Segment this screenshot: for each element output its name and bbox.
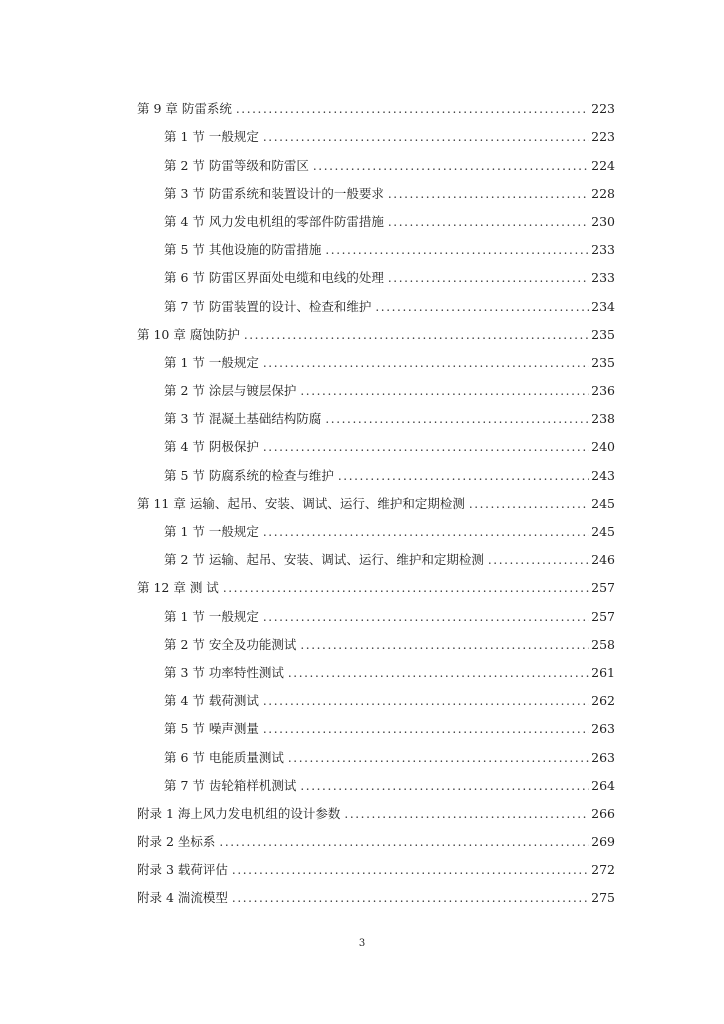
toc-entry-page: 243: [591, 467, 615, 483]
toc-entry-page: 230: [591, 213, 615, 229]
toc-chapter-entry[interactable]: [137, 567, 615, 595]
toc-entry-title: 第 5 节 其他设施的防雷措施: [164, 242, 322, 258]
toc-dot-leader: [300, 638, 589, 652]
toc-dot-leader: [232, 891, 589, 905]
toc-dot-leader: [263, 525, 589, 539]
toc-entry-page: 263: [591, 721, 615, 737]
toc-entry-page: 269: [591, 834, 615, 850]
toc-section-entry[interactable]: [137, 201, 615, 229]
toc-dot-leader: [263, 722, 589, 736]
toc-entry-title: 第 2 节 运输、起吊、安装、调试、运行、维护和定期检测: [164, 552, 484, 568]
toc-entry-title: 第 6 节 电能质量测试: [164, 749, 284, 765]
toc-dot-leader: [338, 469, 589, 483]
toc-dot-leader: [388, 187, 589, 201]
toc-dot-leader: [219, 835, 589, 849]
toc-section-entry[interactable]: [137, 229, 615, 257]
toc-entry-page: 257: [591, 608, 615, 624]
toc-entry-page: 261: [591, 664, 615, 680]
toc-section-entry[interactable]: [137, 595, 615, 623]
toc-entry-page: 275: [591, 890, 615, 906]
toc-entry-title: 第 11 章 运输、起吊、安装、调试、运行、维护和定期检测: [137, 495, 465, 511]
toc-entry-title: 第 3 节 混凝土基础结构防腐: [164, 411, 322, 427]
toc-entry-title: 第 10 章 腐蚀防护: [137, 326, 240, 342]
toc-entry-title: 第 5 节 防腐系统的检查与维护: [164, 467, 334, 483]
toc-entry-title: 第 2 节 安全及功能测试: [164, 636, 297, 652]
toc-section-entry[interactable]: [137, 454, 615, 482]
toc-entry-page: 224: [591, 157, 615, 173]
toc-section-entry[interactable]: [137, 624, 615, 652]
table-of-contents: [137, 88, 615, 905]
toc-entry-page: 236: [591, 383, 615, 399]
toc-dot-leader: [236, 102, 589, 116]
toc-entry-page: 233: [591, 270, 615, 286]
toc-section-entry[interactable]: [137, 370, 615, 398]
toc-entry-title: 第 3 节 防雷系统和装置设计的一般要求: [164, 185, 384, 201]
toc-section-entry[interactable]: [137, 116, 615, 144]
toc-entry-title: 第 4 节 阴极保护: [164, 439, 259, 455]
toc-section-entry[interactable]: [137, 342, 615, 370]
toc-entry-page: 223: [591, 101, 615, 117]
toc-dot-leader: [488, 553, 589, 567]
toc-entry-title: 附录 3 载荷评估: [137, 862, 228, 878]
toc-dot-leader: [300, 384, 589, 398]
toc-dot-leader: [325, 412, 589, 426]
toc-entry-title: 第 6 节 防雷区界面处电缆和电线的处理: [164, 270, 384, 286]
toc-chapter-entry[interactable]: [137, 314, 615, 342]
toc-entry-title: 第 5 节 噪声测量: [164, 721, 259, 737]
toc-entry-page: 264: [591, 777, 615, 793]
toc-entry-page: 234: [591, 298, 615, 314]
toc-dot-leader: [263, 356, 589, 370]
toc-dot-leader: [388, 215, 589, 229]
toc-section-entry[interactable]: [137, 144, 615, 172]
toc-entry-page: 228: [591, 185, 615, 201]
toc-entry-title: 第 1 节 一般规定: [164, 524, 259, 539]
toc-section-entry[interactable]: [137, 765, 615, 793]
toc-entry-page: 257: [591, 580, 615, 596]
toc-entry-title: 第 7 节 齿轮箱样机测试: [164, 777, 297, 793]
toc-entry-page: 240: [591, 439, 615, 455]
toc-entry-page: 245: [591, 495, 615, 511]
toc-entry-title: 第 9 章 防雷系统: [137, 101, 232, 117]
toc-dot-leader: [244, 328, 589, 342]
toc-entry-page: 262: [591, 693, 615, 709]
toc-dot-leader: [263, 610, 589, 624]
toc-entry-page: 245: [591, 524, 615, 539]
toc-chapter-entry[interactable]: [137, 483, 615, 511]
toc-chapter-entry[interactable]: [137, 849, 615, 877]
toc-dot-leader: [288, 666, 589, 680]
toc-entry-title: 第 2 节 防雷等级和防雷区: [164, 157, 309, 173]
toc-entry-page: 246: [591, 552, 615, 568]
toc-entry-title: 第 1 节 一般规定: [164, 354, 259, 370]
toc-entry-title: 第 1 节 一般规定: [164, 608, 259, 624]
toc-entry-title: 第 3 节 功率特性测试: [164, 664, 284, 680]
toc-entry-page: 258: [591, 636, 615, 652]
toc-entry-page: 223: [591, 129, 615, 145]
toc-dot-leader: [263, 130, 589, 144]
toc-section-entry[interactable]: [137, 511, 615, 539]
toc-dot-leader: [223, 581, 589, 595]
toc-entry-title: 第 4 节 风力发电机组的零部件防雷措施: [164, 213, 384, 229]
toc-section-entry[interactable]: [137, 680, 615, 708]
toc-entry-title: 第 12 章 测 试: [137, 580, 219, 596]
toc-entry-title: 第 1 节 一般规定: [164, 129, 259, 145]
toc-section-entry[interactable]: [137, 285, 615, 313]
toc-dot-leader: [388, 271, 589, 285]
toc-dot-leader: [263, 440, 589, 454]
page-number: 3: [358, 938, 366, 949]
toc-entry-title: 第 7 节 防雷装置的设计、检查和维护: [164, 298, 372, 314]
toc-entry-title: 附录 4 湍流模型: [137, 890, 228, 906]
toc-chapter-entry[interactable]: [137, 821, 615, 849]
toc-entry-page: 233: [591, 242, 615, 258]
toc-entry-title: 附录 2 坐标系: [137, 834, 216, 850]
toc-chapter-entry[interactable]: [137, 793, 615, 821]
toc-dot-leader: [300, 779, 589, 793]
toc-section-entry[interactable]: [137, 708, 615, 736]
toc-dot-leader: [469, 497, 589, 511]
toc-dot-leader: [344, 807, 589, 821]
toc-section-entry[interactable]: [137, 539, 615, 567]
toc-dot-leader: [288, 751, 589, 765]
toc-dot-leader: [375, 300, 589, 314]
toc-dot-leader: [263, 694, 589, 708]
toc-section-entry[interactable]: [137, 736, 615, 764]
toc-entry-page: 235: [591, 326, 615, 342]
toc-entry-title: 第 2 节 涂层与镀层保护: [164, 383, 297, 399]
toc-dot-leader: [232, 863, 589, 877]
toc-chapter-entry[interactable]: [137, 88, 615, 116]
toc-chapter-entry[interactable]: [137, 877, 615, 905]
toc-entry-page: 235: [591, 354, 615, 370]
toc-section-entry[interactable]: [137, 173, 615, 201]
toc-dot-leader: [325, 243, 589, 257]
toc-entry-title: 第 4 节 载荷测试: [164, 693, 259, 709]
toc-dot-leader: [313, 159, 589, 173]
toc-entry-page: 272: [591, 862, 615, 878]
toc-entry-page: 238: [591, 411, 615, 427]
toc-section-entry[interactable]: [137, 398, 615, 426]
toc-section-entry[interactable]: [137, 257, 615, 285]
toc-entry-page: 266: [591, 805, 615, 821]
toc-section-entry[interactable]: [137, 652, 615, 680]
toc-entry-page: 263: [591, 749, 615, 765]
toc-entry-title: 附录 1 海上风力发电机组的设计参数: [137, 805, 341, 821]
toc-section-entry[interactable]: [137, 426, 615, 454]
